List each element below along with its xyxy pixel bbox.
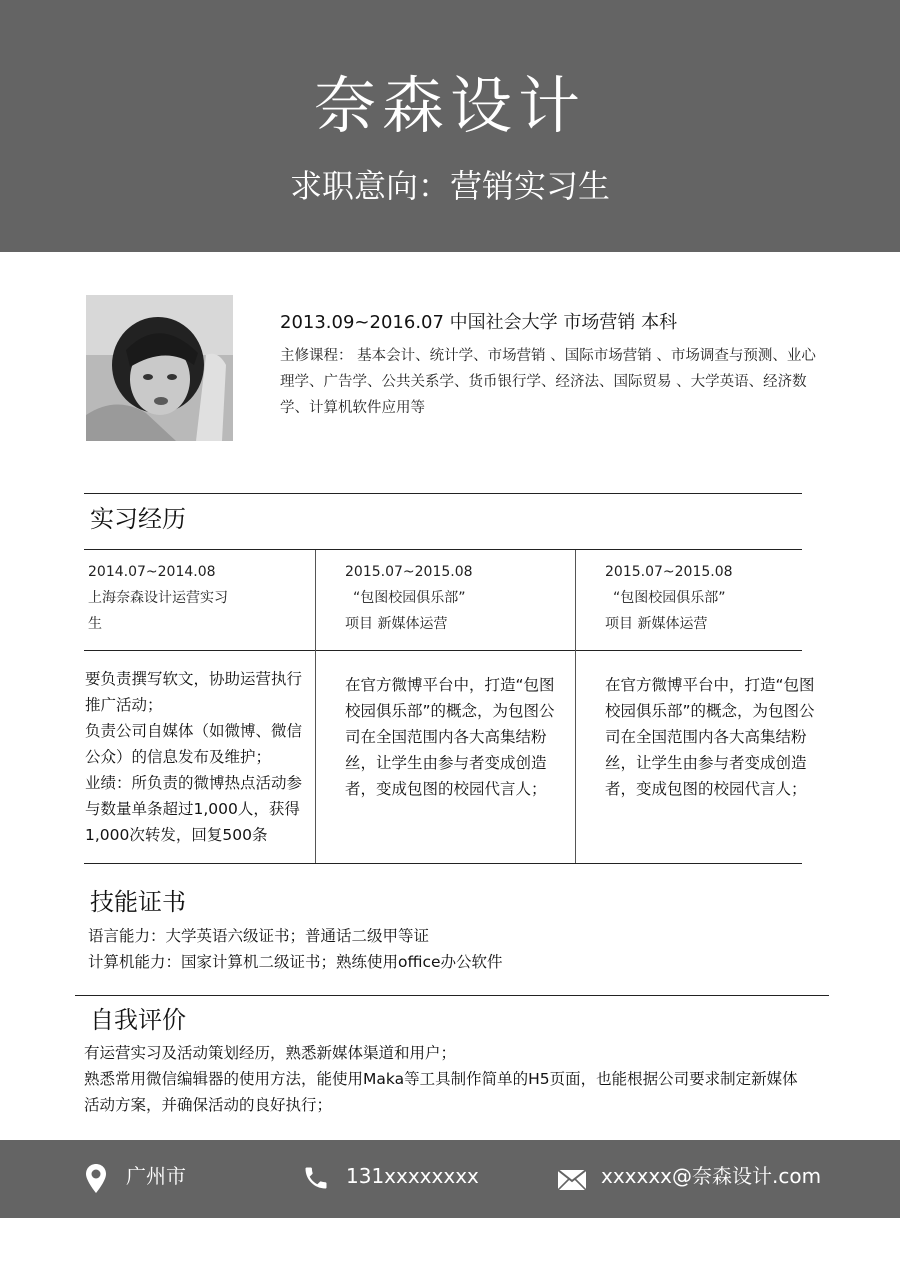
job-intent: 求职意向：营销实习生	[289, 167, 610, 205]
section-divider	[75, 995, 829, 996]
skills-title: 技能证书	[90, 888, 186, 916]
internship-description: 要负责撰写软文，协助运营执行推广活动； 负责公司自媒体（如微博、微信公众）的信息发布及维护； 业绩：所负责的微博热点活动参与数量单条超过1,000人，获得1,000次转发，回复500条	[85, 670, 303, 844]
internship-org: “包图校园俱乐部”	[353, 590, 466, 606]
internship-column	[605, 559, 805, 637]
column-divider	[575, 550, 576, 863]
education-summary: 2013.09~2016.07 中国社会大学 市场营销 本科	[280, 312, 678, 333]
internship-column	[345, 559, 565, 637]
internship-description: 在官方微博平台中，打造“包图校园俱乐部”的概念，为包图公司在全国范围内各大高集结粉丝，让学生由参与者变成创造者，变成包图的校园代言人；	[345, 676, 555, 798]
phone-icon	[302, 1164, 330, 1192]
internship-org: “包图校园俱乐部”	[613, 590, 726, 606]
major-courses: 主修课程： 基本会计、统计学、市场营销 、国际市场营销 、市场调查与预测、业心理学、广告学、公共关系学、货币银行学、经济法、国际贸易 、大学英语、经济数学、计算机软件应用等	[280, 348, 816, 416]
section-divider	[84, 493, 802, 494]
internship-org: 上海奈森设计运营实习	[88, 590, 228, 606]
internship-period: 2015.07~2015.08	[605, 564, 733, 580]
internship-period: 2015.07~2015.08	[345, 564, 473, 580]
self-eval-line: 有运营实习及活动策划经历，熟悉新媒体渠道和用户；	[84, 1044, 457, 1062]
footer-phone: 131xxxxxxxx	[346, 1164, 479, 1188]
table-bottom-border	[84, 863, 802, 864]
footer-location: 广州市	[126, 1164, 186, 1188]
table-top-border	[84, 549, 802, 550]
internship-column	[88, 559, 308, 637]
internship-title: 实习经历	[90, 505, 186, 533]
table-mid-border	[84, 650, 802, 651]
skill-line: 计算机能力：国家计算机二级证书；熟练使用office办公软件	[88, 953, 503, 971]
internship-role: 项目 新媒体运营	[605, 616, 708, 632]
internship-role: 项目 新媒体运营	[345, 616, 448, 632]
profile-photo	[86, 295, 233, 441]
mail-icon	[558, 1170, 586, 1190]
column-divider	[315, 550, 316, 863]
self-eval-line: 熟悉常用微信编辑器的使用方法，能使用Maka等工具制作简单的H5页面，也能根据公司要求制定新媒体活动方案，并确保活动的良好执行；	[84, 1070, 798, 1114]
internship-role: 生	[88, 616, 102, 632]
internship-period: 2014.07~2014.08	[88, 564, 216, 580]
skill-line: 语言能力：大学英语六级证书；普通话二级甲等证	[88, 927, 430, 945]
location-pin-icon	[85, 1163, 107, 1195]
self-eval-title: 自我评价	[90, 1006, 186, 1034]
portrait-image	[86, 295, 233, 441]
internship-description: 在官方微博平台中，打造“包图校园俱乐部”的概念，为包图公司在全国范围内各大高集结粉丝，让学生由参与者变成创造者，变成包图的校园代言人；	[605, 676, 815, 798]
footer-email: xxxxxx@奈森设计.com	[601, 1164, 822, 1188]
candidate-name: 奈森设计	[313, 69, 586, 142]
